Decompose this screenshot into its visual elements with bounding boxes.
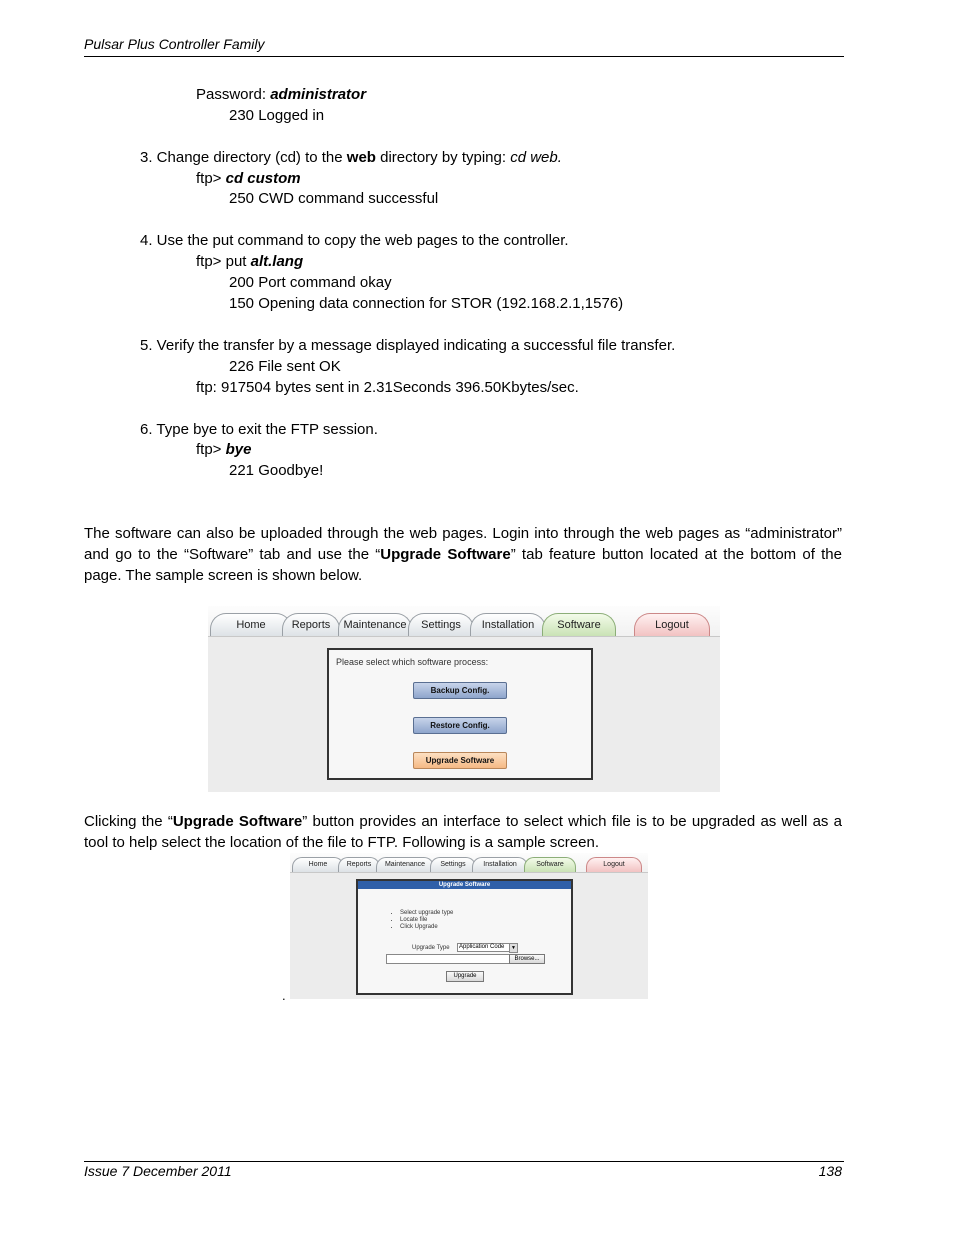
tab-home[interactable]: Home	[292, 857, 344, 872]
tab-logout[interactable]: Logout	[586, 857, 642, 872]
step-3-middle: directory by typing:	[375, 149, 511, 166]
step-4-response-1: 200 Port command okay	[229, 274, 392, 291]
nav-tabs-small	[290, 853, 648, 873]
upgrade-type-select[interactable]: Application Code	[457, 943, 518, 952]
chevron-down-icon[interactable]: ▼	[509, 943, 518, 953]
stray-mark: .	[282, 988, 286, 1003]
tab-installation[interactable]: Installation	[470, 613, 546, 636]
para1-bold: Upgrade Software	[380, 546, 511, 563]
footer-rule	[84, 1161, 844, 1162]
tab-reports[interactable]: Reports	[338, 857, 380, 872]
password-label: Password:	[196, 86, 271, 103]
panel-prompt: Please select which software process:	[336, 657, 489, 667]
step-3-prefix: 3. Change directory (cd) to the	[140, 149, 347, 166]
page-number: 138	[818, 1163, 842, 1179]
upgrade-steps	[388, 910, 453, 931]
tab-software[interactable]: Software	[542, 613, 616, 636]
step-5-response-1: 226 File sent OK	[229, 358, 341, 375]
running-header: Pulsar Plus Controller Family	[84, 36, 265, 52]
tab-settings[interactable]: Settings	[430, 857, 476, 872]
tab-maintenance[interactable]: Maintenance	[376, 857, 434, 872]
tab-installation[interactable]: Installation	[472, 857, 528, 872]
upgrade-panel-title: Upgrade Software	[358, 881, 571, 889]
para1-text-2: ” tab feature button located at the bottom of the page. The sample screen is shown below.	[84, 546, 842, 584]
step-3-response: 250 CWD command successful	[229, 190, 439, 207]
password-value: administrator	[270, 86, 367, 103]
step-3-bold: web	[346, 149, 376, 166]
footer-issue: Issue 7 December 2011	[84, 1163, 232, 1179]
upgrade-software-screenshot	[290, 853, 648, 999]
step-5: 5. Verify the transfer by a message displayed indicating a successful file transfer.	[140, 337, 676, 354]
para2-bold: Upgrade Software	[172, 813, 303, 830]
prompt-command: alt.lang	[250, 253, 304, 270]
tab-reports[interactable]: Reports	[282, 613, 340, 636]
step-3	[140, 148, 562, 168]
prompt-command: bye	[225, 441, 252, 458]
tab-logout[interactable]: Logout	[634, 613, 710, 636]
step-6: 6. Type bye to exit the FTP session.	[140, 421, 378, 438]
tab-maintenance[interactable]: Maintenance	[338, 613, 412, 636]
step-4: 4. Use the put command to copy the web pages to the controller.	[140, 232, 569, 249]
upgrade-software-button[interactable]: Upgrade Software	[413, 752, 507, 769]
paragraph-upgrade-interface	[84, 811, 842, 853]
paragraph-web-upload	[84, 523, 842, 586]
step-6-response: 221 Goodbye!	[229, 462, 324, 479]
step-item: • Select upgrade type	[400, 910, 453, 917]
step-5-response-2: ftp: 917504 bytes sent in 2.31Seconds 396.50Kbytes/sec.	[196, 379, 579, 396]
login-response: 230 Logged in	[229, 107, 325, 124]
upgrade-button[interactable]: Upgrade	[446, 971, 484, 982]
para2-text-1: Clicking the “	[84, 813, 173, 830]
prompt-label: ftp> put	[196, 253, 251, 270]
step-6-prompt	[196, 440, 251, 460]
upgrade-panel	[356, 879, 573, 995]
tab-home[interactable]: Home	[210, 613, 292, 636]
restore-config-button[interactable]: Restore Config.	[413, 717, 507, 734]
file-path-input[interactable]	[386, 954, 510, 964]
step-3-cmd: cd web.	[510, 149, 562, 166]
software-process-panel	[327, 648, 593, 780]
header-rule	[84, 56, 844, 57]
backup-config-button[interactable]: Backup Config.	[413, 682, 507, 699]
step-4-prompt	[196, 252, 303, 272]
prompt-label: ftp>	[196, 441, 226, 458]
password-line	[196, 85, 366, 105]
prompt-label: ftp>	[196, 170, 226, 187]
tab-settings[interactable]: Settings	[408, 613, 474, 636]
software-tab-screenshot	[208, 606, 720, 792]
para2-text-2: ” button provides an interface to select which file is to be upgraded as well as a tool to help select the location of the file to FTP. Following is a sample screen.	[84, 813, 843, 851]
para1-text-1: The software can also be uploaded through the web pages. Login into through the web pages as “administrator” and go to the “Software” tab and use the “	[84, 525, 842, 563]
step-4-response-2: 150 Opening data connection for STOR (192.168.2.1,1576)	[229, 295, 624, 312]
step-3-prompt	[196, 169, 301, 189]
nav-tabs	[208, 606, 720, 637]
prompt-command: cd custom	[225, 170, 301, 187]
step-item: • Locate file	[400, 917, 453, 924]
step-item: • Click Upgrade	[400, 924, 453, 931]
upgrade-type-label: Upgrade Type	[412, 945, 450, 951]
browse-button[interactable]: Browse...	[509, 954, 545, 964]
tab-software[interactable]: Software	[524, 857, 576, 872]
